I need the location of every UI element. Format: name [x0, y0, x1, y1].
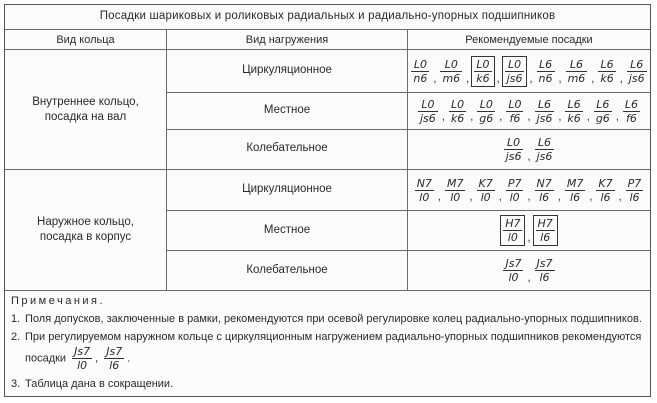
fit-cell	[533, 97, 557, 126]
fit-numerator: L0	[479, 97, 493, 111]
load-outer-circulating: Циркуляционное	[242, 183, 332, 195]
fit-separator: ,	[586, 111, 590, 123]
fit-cell	[621, 97, 642, 126]
note-2-body	[25, 330, 647, 373]
rule-under-title	[5, 29, 650, 30]
fit-denominator: l6	[539, 190, 550, 204]
rule-table-bottom	[5, 290, 650, 291]
fit-denominator: l6	[570, 190, 581, 204]
fit-cell	[501, 256, 525, 285]
fit-separator: ,	[615, 111, 619, 123]
fit-cell	[416, 97, 440, 126]
fit-separator: ,	[558, 73, 562, 85]
rule-section	[5, 169, 650, 170]
fit-numerator: H7	[537, 217, 553, 230]
rule-under-header	[5, 49, 650, 50]
fit-numerator: M7	[566, 176, 584, 190]
fit-separator: ,	[618, 191, 622, 203]
fit-numerator: L6	[538, 57, 553, 71]
fit-numerator: P7	[507, 176, 522, 190]
load-inner-circulating: Циркуляционное	[242, 64, 332, 76]
fit-denominator: k6	[567, 111, 581, 125]
note-2-number: 2.	[11, 331, 21, 343]
fit-separator: ,	[527, 232, 531, 244]
fits-outer-local	[408, 211, 650, 250]
fit-denominator: k6	[450, 111, 465, 125]
note-3-text: Таблица дана в сокращении.	[25, 378, 174, 390]
table-title: Посадки шариковых и роликовых радиальных и радиально-упорных подшипников	[99, 10, 556, 22]
load-outer-oscillating: Колебательное	[246, 264, 328, 276]
fit-numerator: Js7	[74, 345, 91, 358]
fit-denominator: l0	[509, 190, 520, 204]
table-frame	[4, 4, 651, 397]
fit-numerator: L6	[600, 57, 614, 71]
fit-denominator: l6	[600, 190, 611, 204]
fit-denominator: l0	[508, 271, 519, 284]
fit-cell	[533, 215, 558, 246]
fit-separator: ,	[433, 73, 437, 85]
fit-cell	[533, 256, 557, 285]
ring-label-outer	[5, 215, 166, 245]
notes-block	[11, 294, 647, 395]
fit-denominator: js6	[628, 71, 645, 85]
note-1	[11, 312, 647, 326]
fit-cell	[594, 176, 616, 205]
fit-numerator: L6	[537, 136, 551, 149]
note-3	[11, 377, 647, 391]
header-recommended-fits: Рекомендуемые посадки	[465, 34, 593, 46]
fit-cell	[438, 57, 464, 86]
fit-cell	[624, 176, 646, 205]
fit-numerator: L0	[421, 97, 435, 111]
fit-cell	[564, 57, 590, 86]
fits-inner-local	[408, 93, 650, 129]
fit-numerator: Js7	[505, 257, 522, 270]
fit-separator: ,	[558, 111, 562, 123]
fit-denominator: js6	[505, 150, 522, 163]
load-outer-local: Местное	[263, 224, 311, 236]
fit-denominator: k6	[600, 71, 614, 85]
fit-cell	[500, 215, 525, 246]
fit-numerator: K7	[598, 176, 613, 190]
fit-numerator: L0	[444, 57, 458, 71]
fit-denominator: l0	[419, 190, 430, 204]
fit-denominator: l6	[539, 271, 550, 284]
fit-denominator: f6	[626, 111, 637, 125]
notes-title: Примечания.	[11, 295, 106, 307]
fit-separator: ,	[527, 272, 531, 284]
load-inner-oscillating: Колебательное	[246, 142, 328, 154]
fit-separator: ,	[529, 73, 533, 85]
fit-cell	[563, 97, 584, 126]
fit-numerator: L6	[624, 97, 639, 111]
fit-numerator: L6	[596, 97, 610, 111]
fit-cell	[502, 56, 528, 87]
fit-cell	[625, 57, 649, 86]
fit-denominator: m6	[567, 71, 586, 85]
fit-numerator: N7	[416, 176, 432, 190]
fit-numerator: L0	[508, 97, 522, 111]
note-2-fit-2	[102, 344, 126, 373]
fit-numerator: L0	[413, 57, 427, 71]
ring-label-outer-line2: посадка в корпус	[39, 231, 132, 243]
fit-cell	[592, 97, 614, 126]
fit-numerator: H7	[505, 217, 521, 230]
fit-separator: ,	[527, 191, 531, 203]
fit-denominator: l6	[109, 359, 120, 372]
header-load-type: Вид нагружения	[245, 34, 329, 46]
fit-separator: ,	[469, 191, 473, 203]
fit-denominator: l0	[77, 359, 88, 372]
fit-numerator: N7	[536, 176, 552, 190]
fit-separator: ,	[527, 111, 531, 123]
header-ring-type: Вид кольца	[56, 34, 115, 46]
note-1-number: 1.	[11, 313, 21, 325]
fit-numerator: L6	[567, 97, 581, 111]
fits-inner-oscillating	[408, 130, 650, 169]
fit-denominator: g6	[595, 111, 610, 125]
fit-cell	[413, 176, 436, 205]
fit-denominator: n6	[538, 71, 553, 85]
fit-numerator: K7	[478, 176, 493, 190]
fit-denominator: l6	[629, 190, 640, 204]
fit-numerator: L0	[450, 97, 465, 111]
fit-cell	[563, 176, 588, 205]
fit-cell	[475, 97, 497, 126]
fit-denominator: f6	[509, 111, 521, 125]
fit-denominator: l0	[450, 190, 461, 204]
fit-denominator: n6	[413, 71, 428, 85]
fit-separator: ,	[498, 191, 502, 203]
fit-denominator: js6	[536, 150, 553, 163]
fits-inner-circulating	[408, 51, 650, 91]
fit-cell	[533, 176, 556, 205]
fit-numerator: L0	[508, 57, 522, 71]
fit-denominator: l6	[540, 231, 551, 244]
fit-numerator: Js7	[106, 345, 123, 358]
note-1-text: Поля допусков, заключенные в рамки, рекомендуются при осевой регулировке колец радиально-упорных подшипников.	[25, 313, 642, 325]
fit-cell	[502, 135, 526, 164]
note-2-end: .	[127, 352, 131, 365]
fit-cell	[443, 176, 468, 205]
ring-label-inner-line1: Внутреннее кольцо,	[32, 96, 139, 108]
fit-denominator: g6	[479, 111, 494, 125]
fits-outer-oscillating	[408, 251, 650, 290]
fit-separator: ,	[496, 73, 500, 85]
fit-denominator: js6	[506, 71, 523, 85]
fit-denominator: l0	[507, 231, 518, 244]
load-inner-local: Местное	[263, 104, 311, 116]
fit-denominator: l0	[480, 190, 491, 204]
fit-numerator: L6	[569, 57, 583, 71]
fit-separator: ,	[527, 151, 531, 163]
fit-separator: ,	[437, 191, 441, 203]
fit-separator: ,	[441, 111, 445, 123]
fit-numerator: P7	[627, 176, 642, 190]
fit-separator: ,	[499, 111, 503, 123]
fit-separator: ,	[619, 73, 623, 85]
fit-separator: ,	[557, 191, 561, 203]
fit-cell	[475, 176, 497, 205]
fit-denominator: js6	[536, 111, 553, 125]
fit-cell	[504, 97, 525, 126]
fits-outer-circulating	[408, 171, 650, 209]
ring-label-inner-line2: посадка на вал	[44, 111, 127, 123]
note-2-text: При регулируемом наружном кольце с циркуляционным нагружением радиально-упорных подшипников рекомендуются посадки	[25, 331, 642, 365]
fit-numerator: M7	[446, 176, 464, 190]
fit-numerator: L0	[507, 136, 521, 149]
fit-denominator: js6	[419, 111, 436, 125]
fit-cell	[504, 176, 526, 205]
fit-numerator: L6	[630, 57, 644, 71]
fit-separator: ,	[591, 73, 595, 85]
ring-label-inner	[5, 95, 166, 125]
fit-cell	[535, 57, 557, 86]
fit-separator: ,	[470, 111, 474, 123]
note-3-number: 3.	[11, 378, 21, 390]
fit-cell	[533, 135, 557, 164]
fit-cell	[471, 56, 494, 87]
fit-cell	[596, 57, 617, 86]
fit-numerator: L0	[476, 57, 490, 71]
ring-label-outer-line1: Наружное кольцо,	[37, 216, 134, 228]
fit-separator: ,	[466, 73, 470, 85]
fit-denominator: m6	[442, 71, 461, 85]
note-2	[11, 330, 647, 373]
fit-cell	[447, 97, 468, 126]
fit-separator: ,	[589, 191, 593, 203]
fit-denominator: k6	[476, 71, 490, 85]
fit-cell	[409, 57, 431, 86]
note-2-fit-1	[70, 344, 94, 373]
fit-numerator: L6	[537, 97, 551, 111]
note-2-comma: ,	[95, 352, 99, 365]
fit-numerator: Js7	[536, 257, 553, 270]
